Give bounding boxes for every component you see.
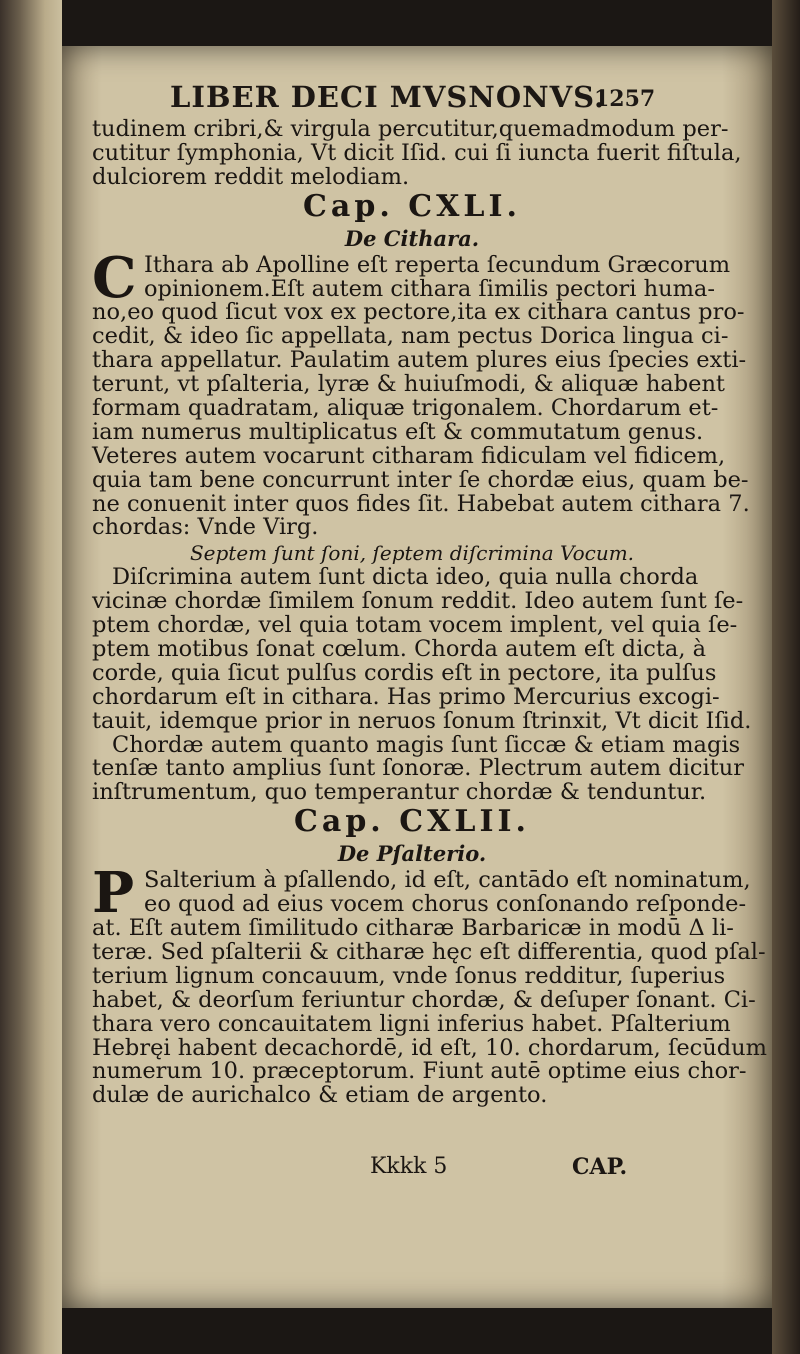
text-line: quia tam bene concurrunt inter ſe chordæ eius, quam be- xyxy=(92,466,749,493)
text-line: habet, & deorſum feriuntur chordæ, & deſuper ſonant. Ci- xyxy=(92,986,756,1013)
text-line: at. Eſt autem ſimilitudo citharæ Barbaricæ in modū Δ li- xyxy=(92,915,734,942)
page-text xyxy=(92,116,767,1109)
paragraph-psalterium xyxy=(92,860,767,1109)
text-line: tenſæ tanto amplius ſunt ſonoræ. Plectrum autem dicitur xyxy=(92,755,744,782)
catchword: CAP. xyxy=(572,1154,628,1180)
running-title: LIBER DECI MVSNONVS. xyxy=(170,80,606,114)
text-line: corde, quia ſicut pulſus cordis eſt in pectore, ita pulſus xyxy=(92,659,717,686)
text-line: no,eo quod ſicut vox ex pectore,ita ex cithara cantus pro- xyxy=(92,299,745,326)
text-line: Veteres autem vocarunt citharam fidiculam vel fidicem, xyxy=(92,442,726,469)
text-line: thara vero concauitatem ligni inferius habet. Pſalterium xyxy=(92,1010,731,1037)
text-line: cedit, & ideo ſic appellata, nam pectus Dorica lingua ci- xyxy=(92,323,729,350)
text-line: dulciorem reddit melodiam. xyxy=(92,163,410,190)
text-line: vicinæ chordæ ſimilem ſonum reddit. Ideo autem ſunt ſe- xyxy=(92,588,744,615)
text-line: terium lignum concauum, vnde ſonus redditur, ſuperius xyxy=(92,962,726,989)
text-line: chordas: Vnde Virg. xyxy=(92,514,319,541)
text-line: dulæ de aurichalco & etiam de argento. xyxy=(92,1082,548,1109)
text-line: formam quadratam, aliquæ trigonalem. Chordarum et- xyxy=(92,395,719,422)
chapter-title: De Pſalterio. xyxy=(337,841,487,867)
verse-quote: Septem ſunt ſoni, ſeptem diſcrimina Vocum. xyxy=(189,541,635,566)
book-gutter xyxy=(0,0,62,1354)
page-header xyxy=(170,80,770,120)
text-line: terunt, vt pſalteria, lyræ & huiuſmodi, & aliquæ habent xyxy=(92,371,725,398)
drop-cap: C xyxy=(92,244,137,311)
text-line: teræ. Sed pſalterii & citharæ hęc eſt differentia, quod pſal- xyxy=(92,938,766,965)
text-line: Ithara ab Apolline eſt reperta ſecundum Græcorum xyxy=(144,251,731,278)
chapter-title: De Cithara. xyxy=(344,225,480,251)
page-number: 1257 xyxy=(594,86,656,112)
text-line: Chordæ autem quanto magis ſunt ſiccæ & etiam magis xyxy=(112,731,741,758)
page-footer xyxy=(370,1154,730,1184)
chapter-heading: Cap. CXLI. xyxy=(303,188,521,224)
text-line: ptem chordæ, vel quia totam vocem implent, vel quia ſe- xyxy=(92,612,738,639)
text-line: thara appellatur. Paulatim autem plures eius ſpecies exti- xyxy=(92,347,747,374)
book-edge xyxy=(772,0,800,1354)
text-line: cutitur ſymphonia, Vt dicit Iſid. cui ſi iuncta fuerit fiſtula, xyxy=(92,139,742,166)
text-line: iam numerus multiplicatus eſt & commutatum genus. xyxy=(92,418,704,445)
text-line: eo quod ad eius vocem chorus conſonando reſponde- xyxy=(144,891,747,918)
text-line: ne conuenit inter quos fides ſit. Habebat autem cithara 7. xyxy=(92,490,750,517)
text-line: ptem motibus ſonat cœlum. Chorda autem eſt dicta, à xyxy=(92,636,707,663)
text-line: Diſcrimina autem ſunt dicta ideo, quia nulla chorda xyxy=(112,564,699,591)
text-line: Hebręi habent decachordē, id eſt, 10. chordarum, ſecūdum xyxy=(92,1034,767,1061)
text-line: Salterium à pſallendo, id eſt, cantādo eſt nominatum, xyxy=(144,867,751,894)
text-line: tauit, idemque prior in neruos ſonum ſtrinxit, Vt dicit Iſid. xyxy=(92,707,752,734)
text-line: chordarum eſt in cithara. Has primo Mercurius excogi- xyxy=(92,683,720,710)
text-line: numerum 10. præceptorum. Fiunt autē optime eius chor- xyxy=(92,1058,747,1085)
text-line: opinionem.Eſt autem cithara ſimilis pectori huma- xyxy=(144,275,715,302)
drop-cap: P xyxy=(92,860,135,927)
signature-mark: Kkkk 5 xyxy=(370,1154,448,1179)
chapter-heading: Cap. CXLII. xyxy=(294,804,530,840)
text-line: inſtrumentum, quo temperantur chordæ & tenduntur. xyxy=(92,779,707,806)
text-line: tudinem cribri,& virgula percutitur,quemadmodum per- xyxy=(92,116,729,142)
paragraph-cithara xyxy=(92,244,750,541)
